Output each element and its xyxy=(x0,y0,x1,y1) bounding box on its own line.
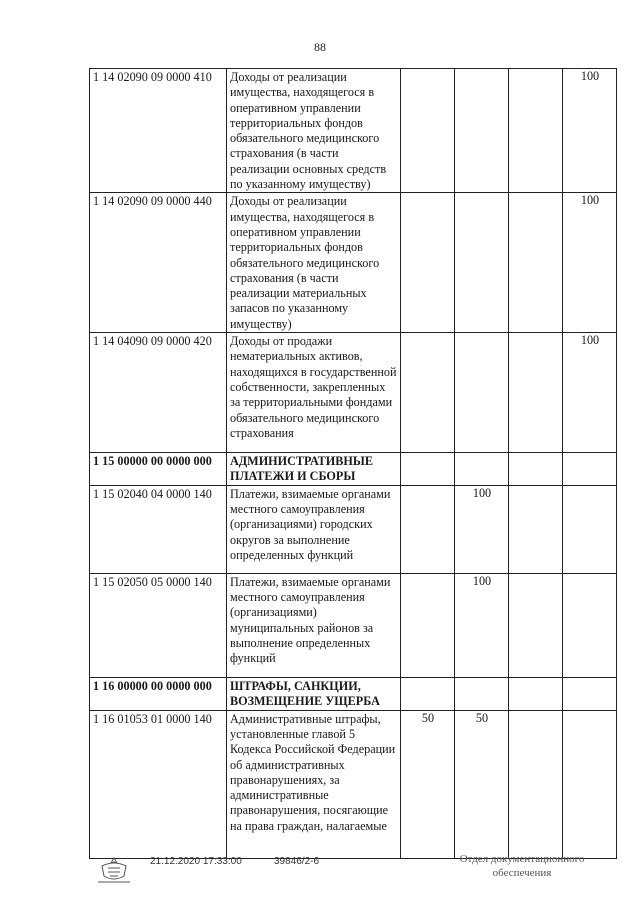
table-row-section xyxy=(90,677,617,710)
row-name: Платежи, взимаемые органами местного самоуправления (организациями) городских округов за выполнение определенных функций xyxy=(227,485,401,573)
row-value-1 xyxy=(401,485,455,573)
department-line-1: Отдел документационного xyxy=(459,853,585,865)
row-value-2 xyxy=(455,453,509,486)
row-value-4: 100 xyxy=(563,69,617,193)
row-value-2 xyxy=(455,677,509,710)
footer-date: 21.12.2020 17:33:00 xyxy=(150,856,242,867)
row-value-3 xyxy=(509,710,563,858)
footer-doc-id: 39846/2-6 xyxy=(274,856,320,867)
row-name: Доходы от продажи нематериальных активов, находящихся в государственной собственности, закрепленных за территориальными фондами обязательного медицинского страхования xyxy=(227,333,401,453)
row-value-4: 100 xyxy=(563,333,617,453)
budget-table xyxy=(89,68,617,859)
row-code: 1 15 02040 04 0000 140 xyxy=(90,485,227,573)
row-value-3 xyxy=(509,193,563,333)
row-value-2 xyxy=(455,69,509,193)
row-value-3 xyxy=(509,69,563,193)
row-value-4 xyxy=(563,677,617,710)
row-name: Доходы от реализации имущества, находящегося в оперативном управлении территориальных фондов обязательного медицинского страхования (в части реализации основных средств по указанному имуществу) xyxy=(227,69,401,193)
row-value-3 xyxy=(509,573,563,677)
row-name: Доходы от реализации имущества, находящегося в оперативном управлении территориальных фондов обязательного медицинского страхования (в части реализации материальных запасов по указанному имуществу) xyxy=(227,193,401,333)
row-code: 1 14 04090 09 0000 420 xyxy=(90,333,227,453)
row-value-2: 100 xyxy=(455,573,509,677)
row-value-3 xyxy=(509,485,563,573)
row-value-1 xyxy=(401,573,455,677)
row-value-1 xyxy=(401,333,455,453)
table-row xyxy=(90,333,617,453)
table-row-section xyxy=(90,453,617,486)
row-code: 1 16 01053 01 0000 140 xyxy=(90,710,227,858)
row-value-1: 50 xyxy=(401,710,455,858)
department-stamp xyxy=(452,852,592,880)
row-name: Административные штрафы, установленные главой 5 Кодекса Российской Федерации об административных правонарушениях, за административные правонарушения, посягающие на права граждан, налагаемые xyxy=(227,710,401,858)
row-value-2 xyxy=(455,333,509,453)
row-value-1 xyxy=(401,677,455,710)
row-value-1 xyxy=(401,453,455,486)
row-value-2: 50 xyxy=(455,710,509,858)
row-name: Платежи, взимаемые органами местного самоуправления (организациями) муниципальных районов за выполнение определенных функций xyxy=(227,573,401,677)
row-value-1 xyxy=(401,193,455,333)
table-row xyxy=(90,485,617,573)
row-value-1 xyxy=(401,69,455,193)
section-name: ШТРАФЫ, САНКЦИИ, ВОЗМЕЩЕНИЕ УЩЕРБА xyxy=(227,677,401,710)
row-value-4 xyxy=(563,710,617,858)
page-footer xyxy=(0,852,640,892)
section-code: 1 15 00000 00 0000 000 xyxy=(90,453,227,486)
row-value-3 xyxy=(509,333,563,453)
section-code: 1 16 00000 00 0000 000 xyxy=(90,677,227,710)
table-row xyxy=(90,193,617,333)
row-code: 1 15 02050 05 0000 140 xyxy=(90,573,227,677)
row-value-4: 100 xyxy=(563,193,617,333)
section-name: АДМИНИСТРАТИВНЫЕ ПЛАТЕЖИ И СБОРЫ xyxy=(227,453,401,486)
row-code: 1 14 02090 09 0000 410 xyxy=(90,69,227,193)
table-row xyxy=(90,69,617,193)
row-value-2: 100 xyxy=(455,485,509,573)
row-value-2 xyxy=(455,193,509,333)
department-line-2: обеспечения xyxy=(492,867,552,879)
row-value-3 xyxy=(509,453,563,486)
row-value-3 xyxy=(509,677,563,710)
page-number: 88 xyxy=(314,40,326,54)
row-code: 1 14 02090 09 0000 440 xyxy=(90,193,227,333)
table-row xyxy=(90,710,617,858)
row-value-4 xyxy=(563,573,617,677)
table-row xyxy=(90,573,617,677)
coat-of-arms-icon xyxy=(96,856,132,884)
row-value-4 xyxy=(563,485,617,573)
row-value-4 xyxy=(563,453,617,486)
